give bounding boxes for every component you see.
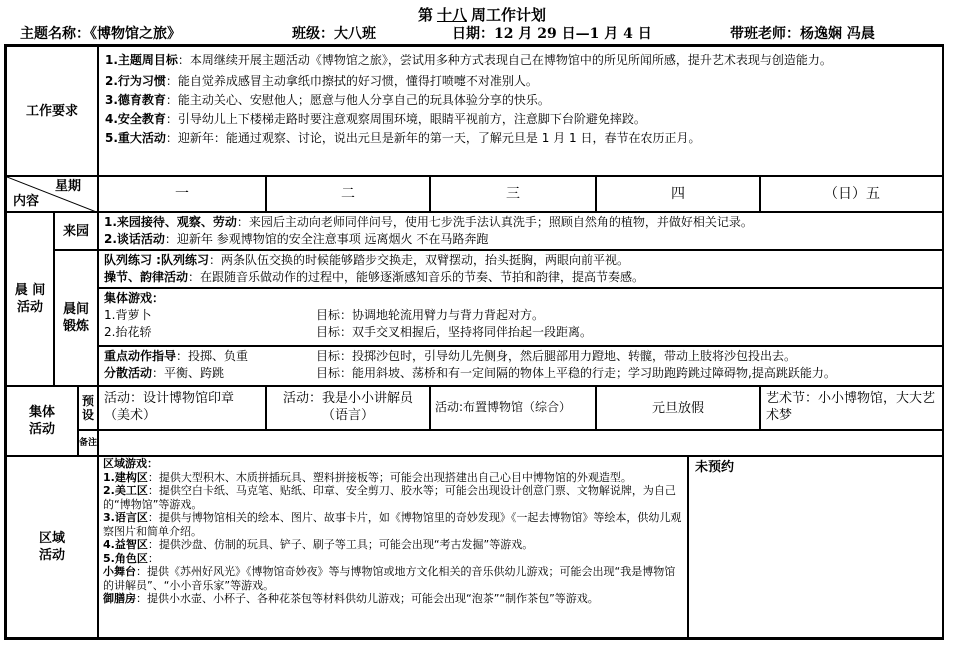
- game-goal: 目标：双手交叉相握后，坚持将同伴抬起一段距离。: [316, 325, 593, 339]
- group-label: 集体 活动: [6, 386, 78, 456]
- arrival-item: [104, 214, 938, 231]
- area-item: [103, 471, 683, 485]
- area-item: [103, 484, 683, 511]
- week-corner: [6, 176, 98, 212]
- exercise-label: 晨间 锻炼: [54, 250, 98, 386]
- requirement-item: [105, 72, 937, 91]
- area-item-head: 3.语言区: [103, 511, 148, 524]
- day-5: （日）五: [760, 176, 944, 212]
- area-item-head: 小舞台: [103, 565, 136, 578]
- arrival-label: 来园: [54, 212, 98, 250]
- group-notes: [98, 430, 944, 456]
- focus-actions: [98, 346, 944, 386]
- requirement-item: [105, 129, 937, 148]
- corner-weekday: 星期: [54, 179, 81, 194]
- group-activity-5: 艺术节：小小博物馆，大大艺术梦: [760, 386, 944, 430]
- title-suffix: 周工作计划: [471, 6, 547, 24]
- area-item-text: ：提供与博物馆相关的绘本、图片、故事卡片，如《博物馆里的奇妙发现》《一起去博物馆》等绘本，供幼儿观察图片和简单介绍。: [103, 511, 682, 538]
- drill-text: ：两条队伍交换的时候能够踏步交换走，双臂摆动，抬头挺胸，两眼向前平视。: [208, 253, 629, 267]
- rhythm-head: 操节、韵律活动: [104, 270, 189, 284]
- title-prefix: 第: [417, 6, 433, 24]
- requirement-text: ：能主动关心、安慰他人；愿意与他人分享自己的玩具体验分享的快乐。: [165, 93, 550, 107]
- focus-goal: 目标：能用斜坡、荡桥和有一定间隔的物体上平稳的行走；学习助跑跨跳过障碍物,提高跳跃能力。: [316, 366, 836, 380]
- week-number: 十八: [436, 6, 467, 24]
- requirements-content: [98, 46, 944, 176]
- arrival-item-text: ：迎新年 参观博物馆的安全注意事项 远离烟火 不在马路奔跑: [164, 232, 489, 246]
- drill-rhythm: [98, 250, 944, 288]
- focus-text: ：投掷、负重: [176, 349, 249, 363]
- day-1: 一: [98, 176, 266, 212]
- arrival-item-text: ：来园后主动向老师同伴问号，使用七步洗手法认真洗手；照顾自然角的植物，并做好相关记录。: [236, 215, 753, 229]
- arrival-item-head: 2.谈话活动: [104, 232, 165, 246]
- focus-head: 分散活动: [104, 366, 153, 380]
- group-activity-2: 活动：我是小小讲解员 （语言）: [266, 386, 430, 430]
- requirement-head: 3.德育教育: [105, 93, 166, 107]
- rhythm-text: ：在跟随音乐做动作的过程中，能够逐渐感知音乐的节奏、节拍和韵律，提高节奏感。: [188, 270, 645, 284]
- area-item-text: ：提供空白卡纸、马克笔、贴纸、印章、安全剪刀、胶水等；可能会出现设计创意门票、文物解说牌，为自己的“博物馆”等游戏。: [103, 484, 676, 511]
- page-title: [0, 4, 964, 25]
- requirement-item: [105, 51, 937, 70]
- games-title: 集体游戏：: [104, 291, 165, 305]
- plan-label: 预设: [78, 386, 98, 430]
- area-item-text: ：提供大型积木、木质拼插玩具、塑料拼接板等；可能会出现搭建出自己心目中博物馆的外观造型。: [147, 470, 632, 484]
- class-name: 班级：大八班: [292, 26, 376, 42]
- group-games: [98, 288, 944, 346]
- arrival-item-head: 1.来园接待、观察、劳动: [104, 215, 237, 229]
- requirements-label: 工作要求: [6, 46, 98, 176]
- game-name: 1.背萝卜: [104, 308, 152, 322]
- areas-content: [98, 456, 688, 638]
- area-item-head: 御膳房: [103, 592, 136, 605]
- area-item-head: 5.角色区: [103, 551, 148, 565]
- requirement-item: [105, 91, 937, 110]
- requirement-text: ：迎新年：能通过观察、讨论，说出元旦是新年的第一天，了解元旦是 1 月 1 日，春节在农历正月。: [165, 131, 701, 145]
- area-item: [103, 592, 683, 606]
- area-item: [103, 538, 683, 552]
- area-item-head: 1.建构区: [103, 470, 148, 484]
- area-item-text: ：提供《苏州好风光》《博物馆奇妙夜》等与博物馆或地方文化相关的音乐供幼儿游戏；可能会出现“我是博物馆的讲解员”、“小小音乐家”等游戏。: [103, 565, 676, 592]
- day-3: 三: [430, 176, 596, 212]
- focus-goal: 目标：投掷沙包时，引导幼儿先侧身，然后腿部用力蹬地、转髋，带动上肢将沙包投出去。: [316, 349, 797, 363]
- corner-content: 内容: [13, 194, 40, 209]
- requirement-head: 2.行为习惯: [105, 74, 166, 88]
- group-activity-4: 元旦放假: [596, 386, 760, 430]
- requirement-head: 4.安全教育: [105, 112, 166, 126]
- group-activity-1: 活动：设计博物馆印章 （美术）: [98, 386, 266, 430]
- focus-head: 重点动作指导: [104, 349, 177, 363]
- requirement-text: ：本周继续开展主题活动《博物馆之旅》，尝试用多种方式表现自己在博物馆中的所见所闻所感，提升艺术表现与创造能力。: [177, 53, 832, 67]
- arrival-item: [104, 231, 938, 248]
- focus-text: ：平衡、跨跳: [152, 366, 225, 380]
- requirement-text: ：能自觉养成感冒主动拿纸巾擦拭的好习惯，懂得打喷嚏不对准别人。: [165, 74, 538, 88]
- date-range: 日期：12 月 29 日—1 月 4 日: [452, 26, 652, 42]
- plan-table: [4, 44, 944, 640]
- requirement-head: 1.主题周目标: [105, 53, 178, 67]
- area-item-text: ：提供小水壶、小杯子、各种花茶包等材料供幼儿游戏；可能会出现“泡茶”“制作茶包”等游戏。: [136, 592, 599, 605]
- group-activity-3: 活动:布置博物馆（综合）: [430, 386, 596, 430]
- arrival-content: [98, 212, 944, 250]
- note-label: 备注: [78, 430, 98, 456]
- game-goal: 目标：协调地轮流用臂力与背力背起对方。: [316, 308, 545, 322]
- area-item-head: 4.益智区: [103, 538, 148, 551]
- morning-label: 晨 间 活动: [6, 212, 54, 386]
- area-item-text: ：: [147, 551, 159, 565]
- theme-name: 主题名称：《博物馆之旅》: [20, 26, 181, 42]
- drill-head: 队列练习 :队列练习: [104, 253, 209, 267]
- areas-label: 区域 活动: [6, 456, 98, 638]
- game-name: 2.抬花轿: [104, 325, 152, 339]
- area-item-text: ：提供沙盘、仿制的玩具、铲子、刷子等工具；可能会出现“考古发掘”等游戏。: [147, 538, 534, 551]
- requirement-text: ：引导幼儿上下楼梯走路时要注意观察周围环境，眼睛平视前方，注意脚下台阶避免摔跤。: [165, 112, 646, 126]
- area-item-head: 2.美工区: [103, 484, 148, 497]
- area-item: [103, 552, 683, 566]
- areas-title: 区域游戏：: [103, 457, 158, 470]
- area-item: [103, 511, 683, 538]
- day-2: 二: [266, 176, 430, 212]
- requirement-item: [105, 110, 937, 129]
- unbooked-cell: 未预约: [688, 456, 944, 638]
- area-item: [103, 565, 683, 592]
- teachers: 带班老师：杨逸娴 冯晨: [730, 26, 875, 42]
- requirement-head: 5.重大活动: [105, 131, 166, 145]
- day-4: 四: [596, 176, 760, 212]
